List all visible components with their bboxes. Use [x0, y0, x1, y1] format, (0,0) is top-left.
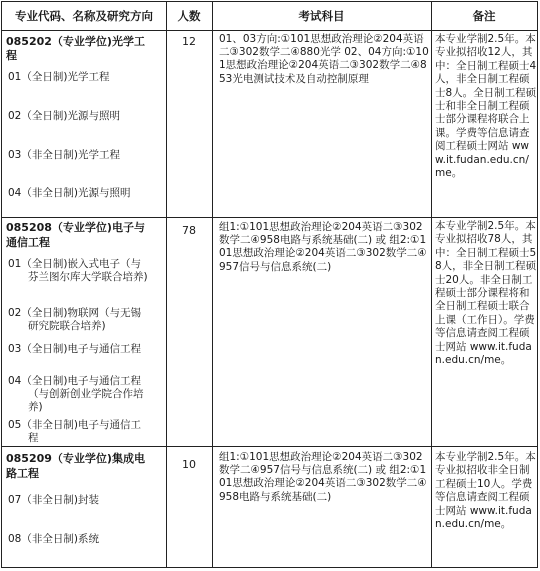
- enrollment-count: 10: [182, 458, 196, 471]
- header-note: 备注: [472, 9, 496, 23]
- direction-item: 04（全日制)电子与通信工程: [8, 375, 141, 387]
- direction-item: 程: [28, 432, 39, 444]
- enrollment-table: [1, 1, 538, 568]
- remarks: 本专业学制2.5年。本专业拟招收非全日制工程硕士10人。学费等信息请查阅工程硕士网站 www.it.fudan.edu.cn/me。: [435, 451, 536, 531]
- direction-item: （与创新创业学院合作培: [28, 388, 144, 400]
- direction-item: 研究院联合培养): [28, 320, 106, 332]
- header-divider: [2, 30, 537, 31]
- major-name: 程: [6, 49, 17, 62]
- column-divider: [431, 2, 432, 567]
- direction-item: 07（非全日制)封装: [8, 494, 99, 506]
- remarks: 本专业学制2.5年。本专业拟招收12人，其中：全日制工程硕士4人，非全日制工程硕士8人。全日制工程硕士和非全日制工程硕士部分课程将联合上课。学费等信息请查阅工程硕士网站 www.it.fudan.edu.cn/me。: [435, 33, 537, 180]
- header-major: 专业代码、名称及研究方向: [15, 9, 153, 23]
- direction-item: 02（全日制)光源与照明: [8, 110, 120, 122]
- direction-item: 养): [28, 401, 43, 413]
- direction-item: 01（全日制)光学工程: [8, 71, 110, 83]
- direction-item: 04（非全日制)光源与照明: [8, 187, 131, 199]
- row-divider: [2, 217, 537, 218]
- direction-item: 02（全日制)物联网（与无锡: [8, 307, 141, 319]
- enrollment-count: 78: [182, 224, 196, 237]
- direction-item: 芬兰图尔库大学联合培养): [28, 271, 148, 283]
- row-divider: [2, 446, 537, 447]
- column-divider: [212, 2, 213, 567]
- major-name: 通信工程: [6, 236, 50, 249]
- enrollment-count: 12: [182, 35, 196, 48]
- major-name: 085208（专业学位)电子与: [6, 221, 145, 234]
- direction-item: 03（非全日制)光学工程: [8, 149, 120, 161]
- header-count: 人数: [177, 9, 201, 23]
- remarks: 本专业学制2.5年。本专业拟招收78人，其中：全日制工程硕士58人，非全日制工程硕士20人。非全日制工程硕士部分课程将和全日制工程硕士联合上课（工作日）。学费等信息请查阅工程硕士网站 www.it.fudan.edu.cn/me。: [435, 220, 537, 367]
- column-divider: [166, 2, 167, 567]
- exam-subjects: 组1:①101思想政治理论②204英语二③302数学二④957信号与信息系统(二) 或 组2:①101思想政治理论②204英语二③302数学二④958电路与系统基础(二): [219, 451, 427, 503]
- direction-item: 01（全日制)嵌入式电子（与: [8, 258, 141, 270]
- major-name: 路工程: [6, 467, 39, 480]
- exam-subjects: 组1:①101思想政治理论②204英语二③302数学二④958电路与系统基础(二) 或 组2:①101思想政治理论②204英语二③302数学二④957信号与信息系统(二): [219, 221, 427, 273]
- direction-item: 05（非全日制)电子与通信工: [8, 419, 141, 431]
- exam-subjects: 01、03方向:①101思想政治理论②204英语二③302数学二④880光学 02、04方向:①101思想政治理论②204英语二③302数学二④853光电测试技术及自动控制原理: [219, 33, 429, 85]
- direction-item: 08（非全日制)系统: [8, 533, 99, 545]
- header-exam: 考试科目: [298, 9, 345, 23]
- direction-item: 03（全日制)电子与通信工程: [8, 343, 141, 355]
- major-name: 085209（专业学位)集成电: [6, 452, 145, 465]
- major-name: 085202（专业学位)光学工: [6, 35, 145, 48]
